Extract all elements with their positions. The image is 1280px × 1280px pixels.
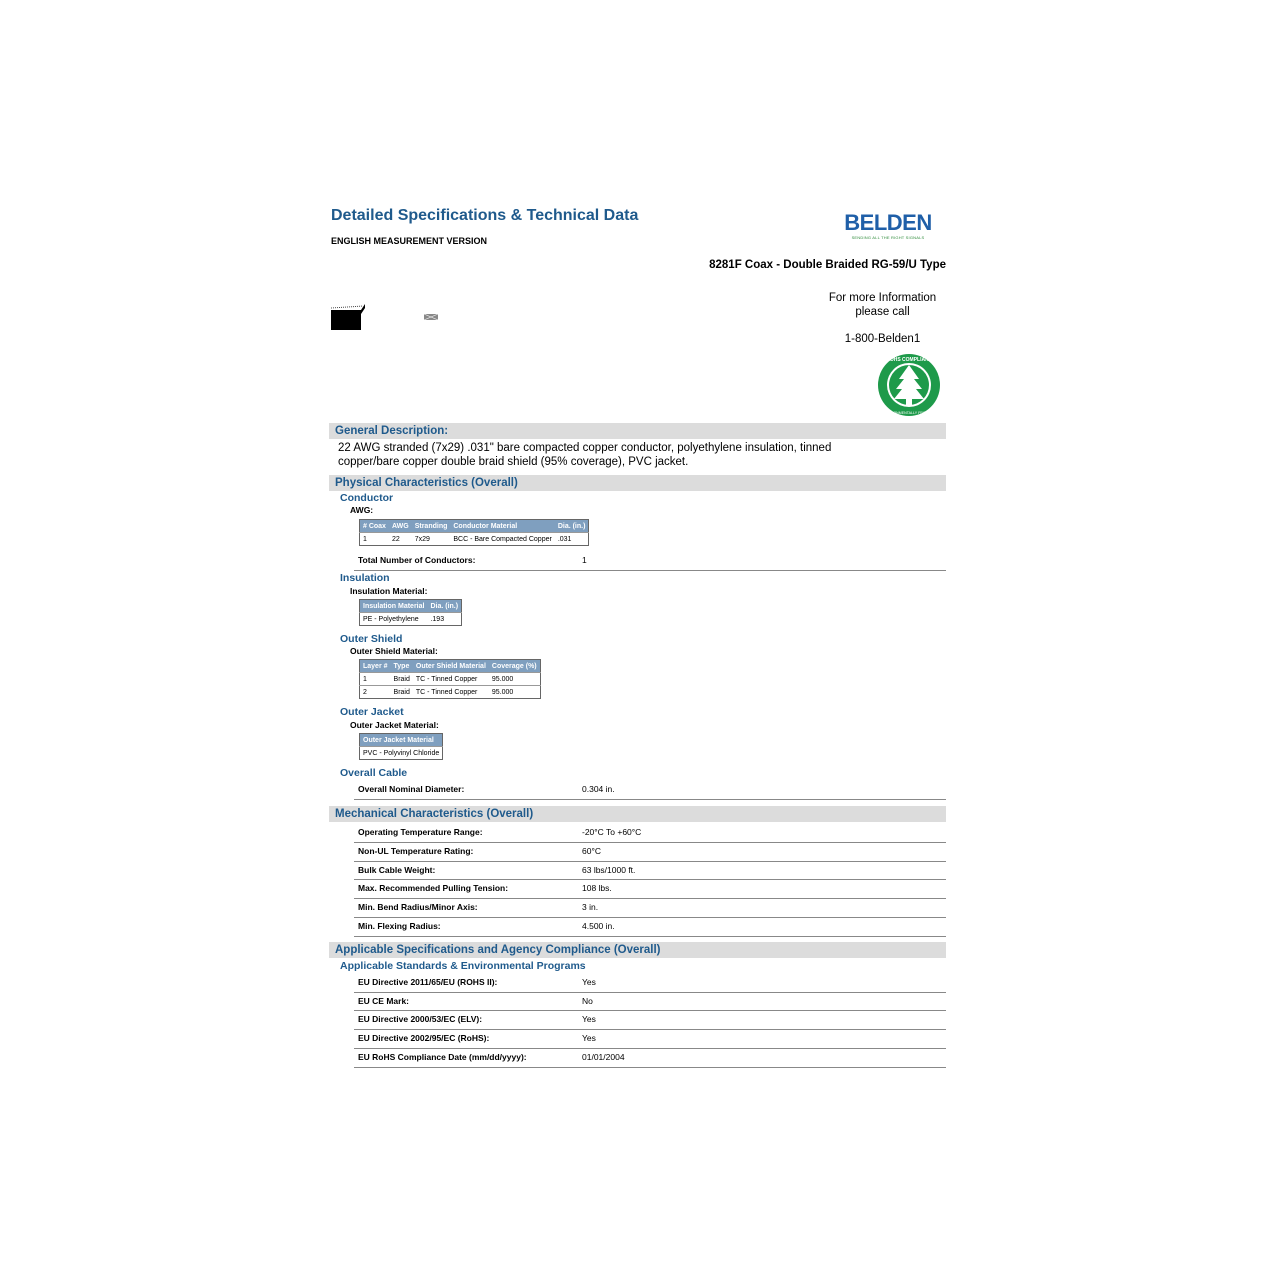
cell-jacket-material: PVC - Polyvinyl Chloride <box>360 747 443 760</box>
overall-diameter-value: 0.304 in. <box>582 784 615 794</box>
general-description-text <box>338 441 878 469</box>
cable-image <box>331 304 451 339</box>
description-line-2: copper/bare copper double braid shield (95% coverage), PVC jacket. <box>338 456 689 468</box>
compliance-value-rohs2: Yes <box>582 977 596 987</box>
table-row <box>360 747 443 760</box>
cell-insulation-dia: .193 <box>427 613 461 626</box>
col-stranding: Stranding <box>412 520 451 533</box>
conductor-table-header <box>360 520 589 533</box>
overall-cable-heading: Overall Cable <box>340 767 408 779</box>
divider <box>354 1010 946 1011</box>
page-subtitle: ENGLISH MEASUREMENT VERSION <box>331 236 488 246</box>
outer-shield-table-header <box>360 660 541 673</box>
compliance-value-rohs: Yes <box>582 1033 596 1043</box>
cell-dia: .031 <box>555 533 589 546</box>
overall-diameter-label: Overall Nominal Diameter: <box>358 784 465 794</box>
page-title: Detailed Specifications & Technical Data <box>331 207 639 224</box>
compliance-value-elv: Yes <box>582 1014 596 1024</box>
belden-logo <box>843 211 933 240</box>
standards-heading: Applicable Standards & Environmental Programs <box>340 960 586 972</box>
col-conductor-material: Conductor Material <box>450 520 554 533</box>
mechanical-characteristics-heading: Mechanical Characteristics (Overall) <box>335 808 534 820</box>
compliance-label-elv: EU Directive 2000/53/EC (ELV): <box>358 1014 483 1024</box>
awg-label: AWG: <box>350 505 374 515</box>
total-conductors-value: 1 <box>582 555 587 565</box>
divider <box>354 842 946 843</box>
cell-type: Braid <box>391 673 413 686</box>
physical-characteristics-heading: Physical Characteristics (Overall) <box>335 477 518 489</box>
mech-value-operating-temp: -20°C To +60°C <box>582 827 642 837</box>
cell-shield-material: TC - Tinned Copper <box>413 686 489 699</box>
col-shield-material: Outer Shield Material <box>413 660 489 673</box>
divider <box>354 570 946 571</box>
cell-layer: 2 <box>360 686 391 699</box>
cell-coax: 1 <box>360 533 389 546</box>
info-text <box>820 291 945 319</box>
outer-shield-table <box>359 659 541 699</box>
table-row <box>360 686 541 699</box>
logo-word: BELDEN <box>844 210 932 235</box>
outer-shield-heading: Outer Shield <box>340 633 403 645</box>
conductor-table <box>359 519 589 546</box>
mech-value-bulk-weight: 63 lbs/1000 ft. <box>582 865 636 875</box>
col-insulation-material: Insulation Material <box>360 600 428 613</box>
cell-conductor-material: BCC - Bare Compacted Copper <box>450 533 554 546</box>
mech-value-bend-radius: 3 in. <box>582 902 599 912</box>
compliance-value-ce-mark: No <box>582 996 593 1006</box>
phone-number: 1-800-Belden1 <box>844 333 921 345</box>
mech-label-flexing-radius: Min. Flexing Radius: <box>358 921 441 931</box>
divider <box>354 799 946 800</box>
mech-label-operating-temp: Operating Temperature Range: <box>358 827 483 837</box>
mech-label-bend-radius: Min. Bend Radius/Minor Axis: <box>358 902 478 912</box>
compliance-value-rohs-date: 01/01/2004 <box>582 1052 625 1062</box>
total-conductors-label: Total Number of Conductors: <box>358 555 476 565</box>
divider <box>354 879 946 880</box>
col-awg: AWG <box>389 520 412 533</box>
outer-jacket-material-label: Outer Jacket Material: <box>350 720 439 730</box>
divider <box>354 1048 946 1049</box>
badge-bottom-text: ENVIRONMENTALLY FRIENDLY <box>882 411 936 415</box>
divider <box>354 936 946 937</box>
compliance-label-rohs-date: EU RoHS Compliance Date (mm/dd/yyyy): <box>358 1052 527 1062</box>
mech-label-bulk-weight: Bulk Cable Weight: <box>358 865 436 875</box>
insulation-table <box>359 599 462 626</box>
compliance-bar <box>329 942 946 958</box>
info-line-2: please call <box>855 306 910 318</box>
mechanical-characteristics-bar <box>329 806 946 822</box>
cell-coverage: 95.000 <box>489 686 540 699</box>
logo-tagline: SENDING ALL THE RIGHT SIGNALS <box>851 235 925 240</box>
cell-layer: 1 <box>360 673 391 686</box>
mech-value-pulling-tension: 108 lbs. <box>582 883 612 893</box>
col-type: Type <box>391 660 413 673</box>
insulation-material-label: Insulation Material: <box>350 586 428 596</box>
insulation-table-header <box>360 600 462 613</box>
divider <box>354 898 946 899</box>
outer-jacket-table <box>359 733 443 760</box>
col-insulation-dia: Dia. (in.) <box>427 600 461 613</box>
product-title: 8281F Coax - Double Braided RG-59/U Type <box>709 259 946 271</box>
col-dia: Dia. (in.) <box>555 520 589 533</box>
general-description-bar <box>329 423 946 439</box>
insulation-heading: Insulation <box>340 572 390 584</box>
cell-stranding: 7x29 <box>412 533 451 546</box>
mech-label-non-ul-temp: Non-UL Temperature Rating: <box>358 846 474 856</box>
cell-type: Braid <box>391 686 413 699</box>
divider <box>354 917 946 918</box>
divider <box>354 1029 946 1030</box>
outer-shield-material-label: Outer Shield Material: <box>350 646 438 656</box>
conductor-heading: Conductor <box>340 492 394 504</box>
outer-jacket-table-header <box>360 734 443 747</box>
table-row <box>360 533 589 546</box>
col-coax: # Coax <box>360 520 389 533</box>
cell-awg: 22 <box>389 533 412 546</box>
col-jacket-material: Outer Jacket Material <box>360 734 443 747</box>
compliance-label-rohs2: EU Directive 2011/65/EU (ROHS II): <box>358 977 498 987</box>
info-line-1: For more Information <box>828 292 937 304</box>
mech-value-flexing-radius: 4.500 in. <box>582 921 615 931</box>
table-row <box>360 673 541 686</box>
physical-characteristics-bar <box>329 475 946 491</box>
cell-shield-material: TC - Tinned Copper <box>413 673 489 686</box>
divider <box>354 861 946 862</box>
divider <box>354 992 946 993</box>
description-line-1: 22 AWG stranded (7x29) .031" bare compacted copper conductor, polyethylene insulation, tinned <box>338 442 832 454</box>
general-description-heading: General Description: <box>335 425 449 437</box>
rohs-badge-icon <box>877 353 941 422</box>
col-coverage: Coverage (%) <box>489 660 540 673</box>
compliance-label-ce-mark: EU CE Mark: <box>358 996 410 1006</box>
compliance-label-rohs: EU Directive 2002/95/EC (RoHS): <box>358 1033 490 1043</box>
cell-insulation-material: PE - Polyethylene <box>360 613 428 626</box>
badge-top-text: ROHS COMPLIANT <box>886 357 932 363</box>
mech-label-pulling-tension: Max. Recommended Pulling Tension: <box>358 883 509 893</box>
table-row <box>360 613 462 626</box>
cell-coverage: 95.000 <box>489 673 540 686</box>
col-layer: Layer # <box>360 660 391 673</box>
divider <box>354 1067 946 1068</box>
outer-jacket-heading: Outer Jacket <box>340 706 404 718</box>
compliance-heading: Applicable Specifications and Agency Compliance (Overall) <box>335 944 661 956</box>
mech-value-non-ul-temp: 60°C <box>582 846 601 856</box>
